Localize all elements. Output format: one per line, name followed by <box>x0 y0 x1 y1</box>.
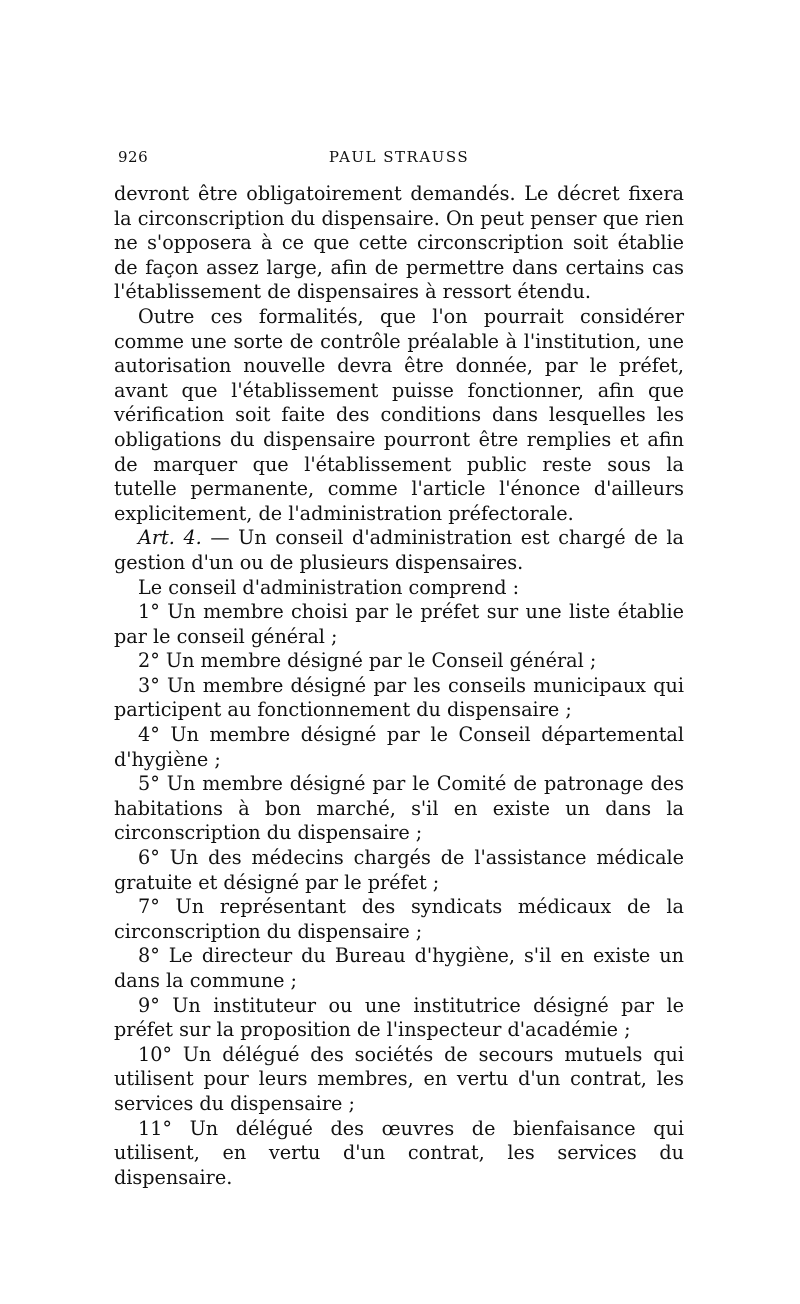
page-number: 926 <box>118 148 149 166</box>
list-item-5: 5° Un membre désigné par le Comité de patronage des habitations à bon marché, s'il en existe un dans la circonscription du dispensaire ; <box>114 772 684 845</box>
list-item-3: 3° Un membre désigné par les conseils municipaux qui participent au fonctionnement du dispensaire ; <box>114 673 684 722</box>
list-item-10: 10° Un délégué des sociétés de secours mutuels qui utilisent pour leurs membres, en vertu d'un contrat, les services du dispensaire ; <box>114 1042 684 1115</box>
running-head <box>114 148 684 168</box>
article-label: Art. 4. <box>138 526 202 550</box>
list-item-11: 11° Un délégué des œuvres de bienfaisance qui utilisent, en vertu d'un contrat, les services du dispensaire. <box>114 1116 684 1189</box>
paragraph-continuation: devront être obligatoirement demandés. Le décret fixera la circonscription du dispensaire. On peut penser que rien ne s'opposera à ce que cette circonscription soit établie de façon assez large, afin de permettre dans certains cas l'établissement de dispensaires à ressort étendu. <box>114 182 684 304</box>
list-item-2: 2° Un membre désigné par le Conseil général ; <box>138 649 597 673</box>
list-item-8: 8° Le directeur du Bureau d'hygiène, s'il en existe un dans la commune ; <box>114 944 684 992</box>
running-title: PAUL STRAUSS <box>328 148 470 166</box>
list-item-7: 7° Un représentant des syndicats médicaux de la circonscription du dispensaire ; <box>114 895 684 943</box>
paragraph-article-4 <box>114 526 684 575</box>
body-text <box>114 182 684 1190</box>
list-item-6: 6° Un des médecins chargés de l'assistance médicale gratuite et désigné par le préfet ; <box>114 846 684 894</box>
list-item-4: 4° Un membre désigné par le Conseil départemental d'hygiène ; <box>114 723 684 771</box>
list-item-9: 9° Un instituteur ou une institutrice désigné par le préfet sur la proposition de l'inspecteur d'académie ; <box>114 993 684 1042</box>
paragraph-authorisation: Outre ces formalités, que l'on pourrait considérer comme une sorte de contrôle préalable à l'institution, une autorisation nouvelle devra être donnée, par le préfet, avant que l'établissement puisse fonctionner, afin que vérification soit faite des conditions dans lesquelles les obligations du dispensaire pourront être remplies et afin de marquer que l'établissement public reste sous la tutelle permanente, comme l'article l'énonce d'ailleurs explicitement, de l'administration préfectorale. <box>114 304 684 525</box>
list-item-1: 1° Un membre choisi par le préfet sur une liste établie par le conseil général ; <box>114 600 684 648</box>
article-text: — Un conseil d'administration est chargé de la gestion d'un ou de plusieurs dispensaires. <box>114 526 684 574</box>
paragraph-council-intro: Le conseil d'administration comprend : <box>138 575 520 599</box>
